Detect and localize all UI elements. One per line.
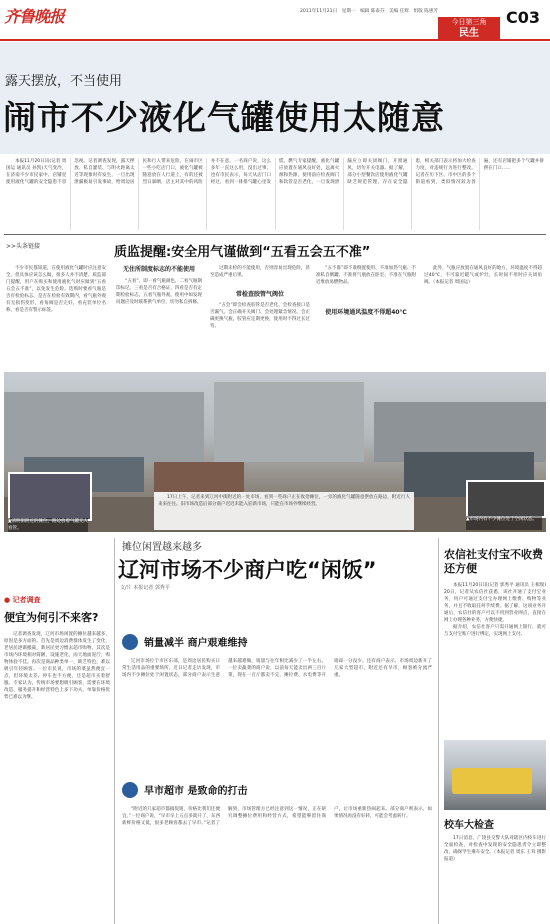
inset-photo-right: [466, 480, 546, 518]
tips-col-3: [210, 265, 310, 365]
left-column: [4, 595, 110, 911]
sub1-band: [122, 632, 432, 652]
right-column: [444, 548, 546, 895]
tips-headline: 质监提醒:安全用气谨做到“五看五会五不准”: [114, 245, 371, 260]
left-tag-icon: ●: [4, 596, 11, 604]
date-line: 2011年11月21日 星期一 编辑 陈泰芬 美编 任辉 组版 陈惠芳: [300, 9, 439, 14]
sub2-icon: [122, 782, 138, 798]
school-bus-photo: [444, 740, 546, 810]
tips-tag: >>头条链接: [6, 243, 41, 250]
second-byline: 文/片 本报记者 郭秀平: [120, 585, 170, 591]
sub2-band: [122, 780, 432, 800]
tips-col-3-title: 常检查胶管气阀位: [235, 291, 284, 298]
lead-kicker: 露天摆放，不当使用: [5, 74, 123, 89]
right-body-3-text: 17日消息，广饶县交警大队对辖区内校车进行全面检查，对检查中发现的安全隐患责令立即整改，确保学生乘车安全。（本报记者 周东 王茸 摄影报道）: [444, 836, 546, 862]
tips-col-2-text: “五看”，即一看气瓶颜色，二看气瓶钢印标记，三看是否有合格证，四看是否有定期检验标志，五看气瓶外观。使用中如发现问题应及时联系供气单位，切勿私自拆修。: [116, 279, 202, 305]
lead-body-text: 本报11月20日讯(记者 周国运 通讯员 孙凯)天气变冷，在济南不少市民家中、店铺里使用液化气罐的安全隐患不容忽视。记者调查发现，露天摆放、私自灌装、与明火距离太近等现象时有发生，一旦出现泄漏极易引发事故，给周边居民和行人带来危险。在闹市区一些小吃店门口，液化气罐被随意放在人行道上，有的还被烈日暴晒，店主对其中的风险并不在意。一名商户说，这么多年一直这么用，没出过事。也有市民表示，每天从店门口经过，看到一排排气罐心里发慌。燃气专家提醒，液化气罐应放置在通风良好处，远离火源和热源，使用前应检查阀门和软管是否老化，一旦发现泄漏应立即关闭阀门、开窗通风，切勿开关电器。据了解，部分小型餐饮店使用液化气罐缺乏规范管理，存在安全隐患，相关部门表示将加大检查力度，对违规行为进行整改。记者在历下区、市中区的多个街道看到，类似情况较为普遍，还有店铺把多个气罐并排摆在门口……: [6, 159, 544, 185]
second-body-2-text: “附近的几家超市都搞促销，价格比我们还便宜，”一位商户说，“早市早上五点多就开了，东西新鲜价格又低，很多老顾客都去了早市。”记者了解到，市场管理方已经注意到这一情况，正在研究调整摊位费用和经营方式，希望能够留住商户，让市场重新热闹起来。部分商户则表示，如果情况再没有好转，可能会考虑转行。: [122, 807, 432, 826]
inset-photo-right-caption: ▲市场内有不少摊位处于空闲状态。: [466, 516, 542, 530]
sub1-icon: [122, 634, 138, 650]
divider-left: [114, 538, 115, 924]
section-name: 民生: [438, 27, 500, 40]
tips-col-5: [424, 265, 542, 365]
lead-headline: 闹市不少液化气罐使用太随意: [3, 98, 445, 137]
tips-col-2: [116, 265, 202, 365]
sub2-title: 早市超市 是致命的打击: [144, 786, 248, 797]
second-kicker: 摊位闲置越来越多: [122, 542, 202, 553]
market-photo-caption-text: 17日上午，记者来到辽河中街附近的一处市场，看到一些商户正在收拾摊位，一旁的液化气罐随意摆放在路边，附近行人来来往往。旧市场改造后部分商户迟迟未能入驻新市场，只能在市场外继续经营。: [158, 495, 410, 507]
right-body-text: 本报11月20日讯(记者 郭秀平 通讯员 王相瑞)20日，记者从农信社获悉，该社开通了支付宝业务，用户可通过支付宝办理网上缴费、购物等业务，并且不收取任何手续费。据了解，这项业务开通后，农信社的客户可以不用到营业网点，直接在网上办理各种业务，方便快捷。: [444, 583, 546, 623]
left-tag-label: 记者调查: [12, 596, 41, 604]
market-photo-caption: [154, 492, 414, 530]
tips-col-5-text: 此外，气瓶应放置在通风良好的地方，环境温度不得超过40℃，不可靠近暖气或炉灶，长时间不用时应关闭角阀。（本报记者 周国运）: [424, 266, 542, 285]
section-sub-badge: 今日第三角: [438, 17, 500, 27]
right-body-text-2: 据介绍，农信社客户只需开通网上银行，就可与支付宝账户进行绑定，实现网上支付。: [444, 625, 546, 637]
masthead-rule: [0, 39, 550, 41]
right-headline: 农信社支付宝不收费还方便: [444, 548, 543, 575]
left-body-text: 记者调查发现，辽河市场闲置的摊位越来越多，原因是多方面的。首先是周边消费群体发生了变化，老居民逐渐搬离，新居民更习惯去超市购物。其次是市场内环境相对简陋，设施老化，雨天地面泥泞，购物体验不佳。再次是商品种类单一，缺乏特色，难以吸引年轻顾客。一位市民说，市场的菜虽然便宜一点，但环境太差，停车也不方便，还是超市买着舒服。专家认为，传统市场要想吸引顾客，需要在环境改造、服务提升和经营特色上多下功夫，单靠价格优势已难以为继。: [4, 632, 110, 700]
newspaper-logo: 齐鲁晚报: [4, 7, 65, 26]
lead-band: [0, 42, 550, 154]
tips-col-3b-text: “五会”即会检查胶管是否老化、会检查接口是否漏气、会正确开关阀门、会处理紧急情况、会正确更换气瓶。胶管应定期更换，使用时不得过长过弯。: [210, 303, 310, 329]
second-body-1: [122, 658, 432, 768]
inset-photo-left: [8, 472, 92, 521]
lead-body: [6, 158, 544, 230]
tips-col-4-title: 使用环境通风温度不得超40℃: [325, 309, 407, 316]
right-photo-title: 校车大检查: [444, 820, 494, 831]
market-photo: [4, 372, 546, 532]
masthead: [0, 0, 550, 38]
tips-col-3-text: 过期未检的不能使用，否则容易出现危险，甚至造成严重后果。: [210, 266, 310, 278]
second-headline: 辽河市场不少商户吃“闲饭”: [118, 558, 377, 582]
left-body: [4, 631, 110, 911]
page-code: C03: [506, 8, 541, 27]
tips-col-4-text: “五不准”即不准倒置使用、不准加热气瓶、不准私自倒罐、不准将气瓶放在卧室、不准在气瓶附近堆放易燃物品。: [316, 266, 416, 285]
inset-photo-left-caption: ▲清明街附近的摊位，路边放着气罐无人看管。: [8, 519, 88, 531]
tips-col-1: [6, 265, 106, 365]
sub1-title: 销量减半 商户艰难维持: [144, 638, 248, 649]
divider-right: [438, 538, 439, 924]
second-body-1-text: 辽河市场位于市区东部，是周边居民购买日常生活用品的重要场所。近日记者走访发现，市场内不少摊位处于闲置状态，部分商户表示生意越来越难做，销量与往年相比减少了一半左右。一位卖蔬菜的商户说，以前每天能卖出两三百斤菜，现在一百斤都卖不完，摊位费、水电费等开销却一分没少。还有商户表示，市场周边新开了几家大型超市，附近还有早市，顾客被分流严重。: [122, 659, 432, 678]
right-body-3: [444, 835, 546, 895]
tips-col-4: [316, 265, 416, 365]
second-body-2: [122, 806, 432, 916]
right-body: [444, 582, 546, 732]
left-tag: [4, 595, 110, 605]
left-headline: 便宜为何引不来客?: [4, 611, 99, 624]
tips-col-1-text: 不少市民都知道，在使用液化气罐时应注意安全，但具体应该怎么做，很多人并不清楚。质监部门提醒，用户在购买和使用液化气时应做到“五看五会五不准”，以免发生危险。选购时要看气瓶是否有检验标志、是否在检验有效期内，看气瓶外观有无损伤变形，看角阀是否完好，看充装单位名称，看是否有警示标签。: [6, 266, 106, 313]
tips-col-2-title: 无住所制度标志的不能使用: [122, 266, 195, 273]
tips-box: [4, 234, 546, 369]
